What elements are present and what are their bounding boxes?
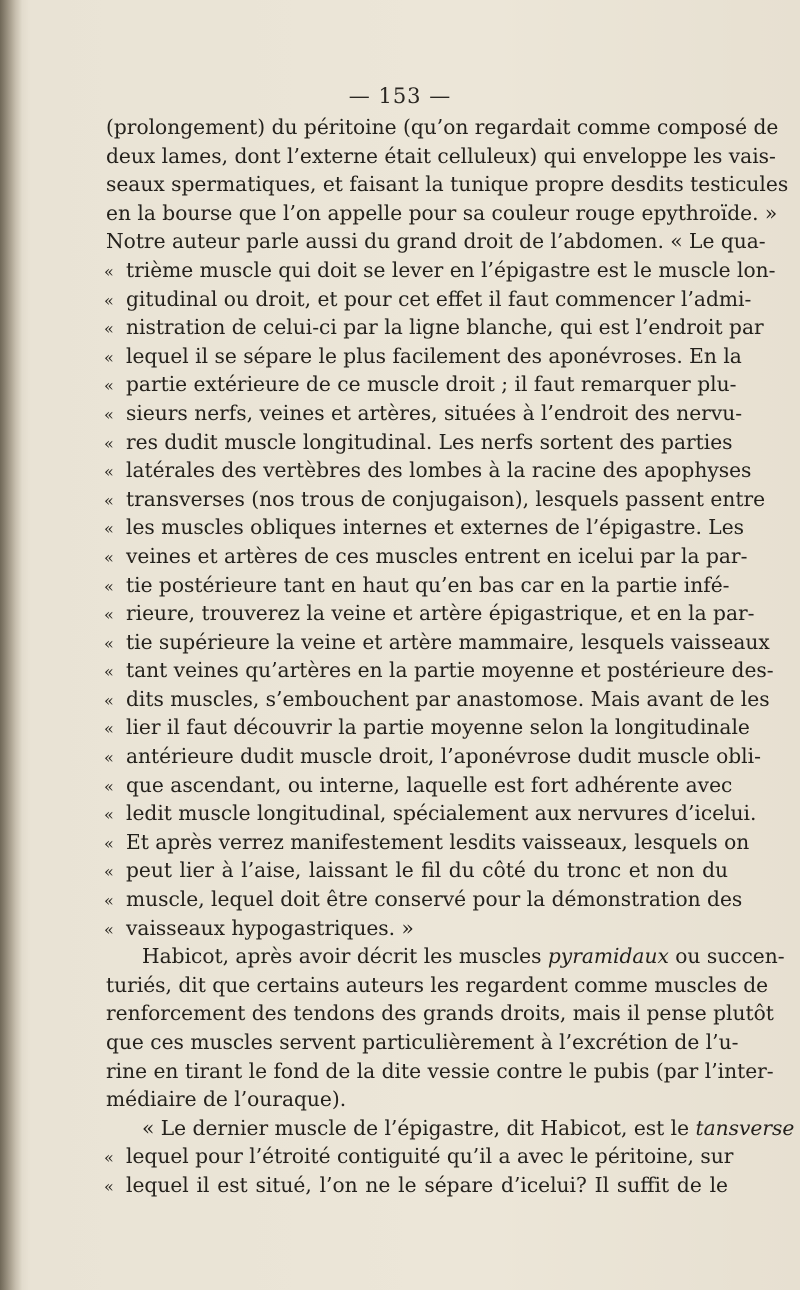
quote-mark: « — [104, 891, 114, 911]
quote-mark: « — [104, 490, 114, 510]
line-text: « Le dernier muscle de l’épigastre, dit Habicot, est le tansverse — [142, 1115, 795, 1140]
line-text: ledit muscle longitudinal, spécialement aux nervures d’icelui. — [126, 801, 757, 826]
text-line — [106, 1057, 774, 1086]
line-text: deux lames, dont l’externe était celluleux) qui enveloppe les vais- — [106, 143, 776, 168]
quote-mark: « — [104, 605, 114, 625]
text-line — [106, 1171, 728, 1200]
text-line — [106, 1085, 728, 1114]
quote-mark: « — [104, 1176, 114, 1196]
text-line — [106, 199, 778, 228]
quote-mark: « — [104, 748, 114, 768]
quote-mark: « — [104, 719, 114, 739]
quote-mark: « — [104, 862, 114, 882]
text-line — [106, 856, 728, 885]
line-text: Et après verrez manifestement lesdits vaisseaux, lesquels on — [126, 829, 750, 854]
quote-mark: « — [104, 662, 114, 682]
line-text: lequel pour l’étroité contiguité qu’il a avec le péritoine, sur — [126, 1144, 734, 1169]
text-line — [104, 399, 743, 428]
quote-mark: « — [104, 376, 114, 396]
text-line — [104, 885, 743, 914]
line-text: tant veines qu’artères en la partie moyenne et postérieure des- — [126, 658, 774, 683]
text-line — [104, 256, 776, 285]
quote-mark: « — [104, 433, 114, 453]
line-text: médiaire de l’ouraque). — [106, 1087, 347, 1112]
line-text: muscle, lequel doit être conservé pour la démonstration des — [126, 887, 743, 912]
line-text: vaisseaux hypogastriques. » — [126, 915, 414, 940]
text-line — [104, 513, 745, 542]
italic-term: pyramidaux — [547, 944, 669, 969]
quote-mark: « — [104, 776, 114, 796]
line-text: nistration de celui-ci par la ligne blanche, qui est l’endroit par — [126, 315, 764, 340]
text-line — [104, 342, 742, 371]
text-line — [106, 942, 785, 971]
italic-term: tansverse — [695, 1115, 795, 1140]
line-text: que ces muscles servent particulièrement à l’excrétion de l’u- — [106, 1030, 739, 1054]
line-text: seaux spermatiques, et faisant la tunique propre desdits testicules — [106, 172, 789, 197]
line-text: res dudit muscle longitudinal. Les nerfs sortent des parties — [126, 429, 733, 454]
text-line — [106, 571, 728, 600]
quote-mark: « — [104, 805, 114, 825]
quote-mark: « — [104, 1148, 114, 1168]
line-text: lequel il est situé, l’on ne le sépare d’icelui? Il suffit de le — [126, 1172, 728, 1197]
text-line — [104, 456, 752, 485]
quote-mark: « — [104, 576, 114, 596]
quote-mark: « — [104, 404, 114, 424]
text-line — [106, 113, 779, 142]
book-spine-shadow — [0, 0, 22, 1290]
text-line — [106, 1114, 795, 1143]
line-text: tie supérieure la veine et artère mammaire, lesquels vaisseaux — [126, 629, 770, 654]
quote-mark: « — [104, 919, 114, 939]
quote-mark: « — [104, 319, 114, 339]
line-text: rieure, trouverez la veine et artère épigastrique, et en la par- — [126, 601, 755, 626]
text-line — [104, 771, 733, 800]
line-text: rine en tirant le fond de la dite vessie contre le pubis (par l’inter- — [106, 1058, 774, 1083]
quote-mark: « — [104, 633, 114, 653]
line-text: que ascendant, ou interne, laquelle est fort adhérente avec — [126, 772, 733, 797]
line-text: (prolongement) du péritoine (qu’on regardait comme composé de — [106, 115, 779, 139]
quote-mark: « — [104, 462, 114, 482]
text-line — [104, 313, 764, 342]
text-line — [104, 742, 761, 771]
line-text: tie postérieure tant en haut qu’en bas car en la partie infé- — [126, 572, 730, 597]
line-text: turiés, dit que certains auteurs les regardent comme muscles de — [106, 972, 769, 997]
line-text: partie extérieure de ce muscle droit ; il faut remarquer plu- — [126, 372, 737, 397]
line-text: sieurs nerfs, veines et artères, situées à l’endroit des nervu- — [126, 400, 743, 425]
text-line — [104, 713, 750, 742]
quote-mark: « — [104, 347, 114, 367]
text-line — [104, 428, 733, 457]
quote-mark: « — [104, 290, 114, 310]
line-text: trième muscle qui doit se lever en l’épigastre est le muscle lon- — [126, 257, 776, 282]
text-line — [104, 799, 757, 828]
line-text: dits muscles, s’embouchent par anastomose. Mais avant de les — [126, 686, 770, 711]
quote-mark: « — [104, 690, 114, 710]
line-text: gitudinal ou droit, et pour cet effet il faut commencer l’admi- — [126, 286, 752, 311]
text-line — [104, 485, 766, 514]
body-text — [104, 113, 795, 1200]
quote-mark: « — [104, 261, 114, 281]
quote-mark: « — [104, 519, 114, 539]
text-line — [106, 1028, 739, 1057]
text-line — [104, 285, 752, 314]
text-line — [104, 370, 737, 399]
line-text: les muscles obliques internes et externes de l’épigastre. Les — [126, 515, 745, 540]
text-line — [106, 142, 776, 171]
line-text: lier il faut découvrir la partie moyenne selon la longitudinale — [126, 715, 750, 740]
line-text: Habicot, après avoir décrit les muscles pyramidaux ou succen- — [142, 944, 785, 969]
text-line — [104, 656, 774, 685]
line-text: Notre auteur parle aussi du grand droit de l’abdomen. « Le qua- — [106, 229, 766, 254]
text-line — [106, 170, 789, 199]
line-text: antérieure dudit muscle droit, l’aponévrose dudit muscle obli- — [126, 744, 761, 769]
line-text: en la bourse que l’on appelle pour sa couleur rouge epythroïde. » — [106, 200, 778, 225]
line-text: peut lier à l’aise, laissant le fil du côté du tronc et non du — [126, 858, 728, 883]
line-text: lequel il se sépare le plus facilement des aponévroses. En la — [126, 343, 742, 368]
text-line — [104, 542, 748, 571]
line-text: veines et artères de ces muscles entrent en icelui par la par- — [126, 543, 748, 568]
text-line — [106, 971, 769, 1000]
line-text: transverses (nos trous de conjugaison), lesquels passent entre — [126, 486, 766, 511]
text-line — [104, 628, 770, 657]
line-text: latérales des vertèbres des lombes à la racine des apophyses — [126, 458, 752, 483]
text-line — [104, 599, 755, 628]
text-line — [106, 999, 774, 1028]
quote-mark: « — [104, 833, 114, 853]
quote-mark: « — [104, 547, 114, 567]
page-number: — 153 — — [348, 84, 452, 108]
line-text: renforcement des tendons des grands droits, mais il pense plutôt — [106, 1001, 774, 1026]
text-line — [104, 685, 770, 714]
text-line — [104, 1142, 734, 1171]
text-line — [106, 227, 766, 256]
text-line — [104, 828, 750, 857]
text-line — [106, 914, 728, 943]
